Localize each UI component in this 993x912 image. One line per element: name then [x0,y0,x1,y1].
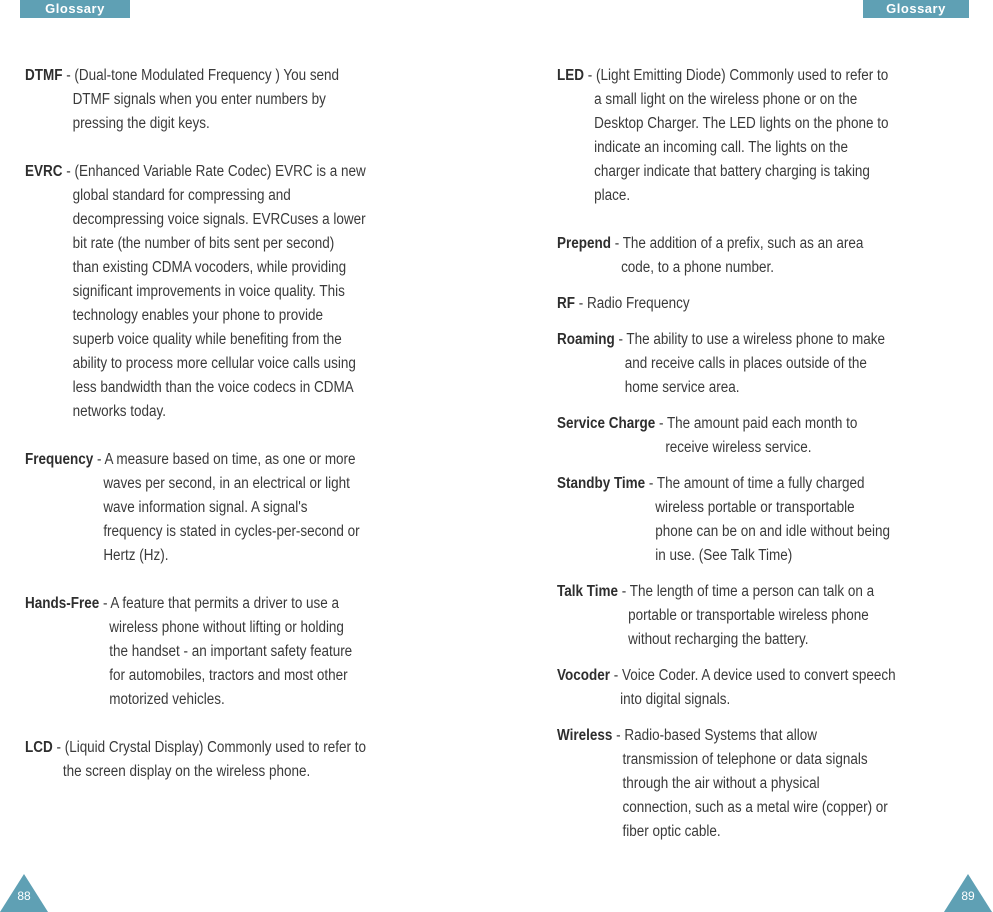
glossary-term: Prepend [557,235,611,252]
glossary-term: Frequency [25,451,94,468]
definition-line: through the air without a physical [622,775,820,792]
left-page-glossary [25,64,445,784]
definition-line: - Radio Frequency [574,295,690,312]
definition-line: transmission of telephone or data signals [622,751,868,768]
glossary-definition [93,448,359,568]
definition-line: a small light on the wireless phone or on the [594,91,858,108]
glossary-term: Talk Time [557,583,618,600]
glossary-definition [618,580,874,652]
glossary-definition [99,592,352,712]
glossary-term: Vocoder [557,667,610,684]
glossary-term: RF [557,295,575,312]
definition-line: DTMF signals when you enter numbers by [72,91,326,108]
definition-line: into digital signals. [620,691,731,708]
definition-line: bit rate (the number of bits sent per second) [72,235,335,252]
definition-line: code, to a phone number. [621,259,775,276]
definition-line: receive wireless service. [665,439,812,456]
definition-line: Desktop Charger. The LED lights on the phone to [594,115,889,132]
definition-line: - The addition of a prefix, such as an area [610,235,864,252]
definition-line: place. [594,187,631,204]
glossary-definition [610,664,896,712]
definition-line: - The amount of time a fully charged [645,475,865,492]
definition-line: superb voice quality while benefiting from the [72,331,342,348]
definition-line: decompressing voice signals. EVRCuses a lower [72,211,366,228]
glossary-entry [557,472,983,568]
glossary-term: DTMF [25,67,63,84]
glossary-term: LED [557,67,584,84]
definition-line: - (Enhanced Variable Rate Codec) EVRC is a new [62,163,366,180]
page-number-left: 88 [17,889,31,903]
definition-line: - (Liquid Crystal Display) Commonly used to refer to [52,739,366,756]
definition-line: - (Light Emitting Diode) Commonly used to refer to [583,67,889,84]
definition-line: frequency is stated in cycles-per-second or [103,523,360,540]
glossary-term: Roaming [557,331,615,348]
glossary-entry [557,292,983,316]
glossary-entry [557,724,983,844]
glossary-entry [25,592,451,712]
definition-line: and receive calls in places outside of the [624,355,867,372]
definition-line: portable or transportable wireless phone [628,607,869,624]
glossary-term: EVRC [25,163,63,180]
definition-line: wireless phone without lifting or holding [109,619,344,636]
page-number-right: 89 [961,889,975,903]
glossary-definition [645,472,890,568]
glossary-term: Hands-Free [25,595,100,612]
glossary-term: Service Charge [557,415,656,432]
glossary-entry [557,664,983,712]
definition-line: for automobiles, tractors and most other [109,667,348,684]
definition-line: - Voice Coder. A device used to convert speech [609,667,896,684]
definition-line: - The length of time a person can talk on a [617,583,875,600]
glossary-entry [557,328,983,400]
definition-line: motorized vehicles. [109,691,225,708]
definition-line: wave information signal. A signal's [103,499,308,516]
definition-line: connection, such as a metal wire (copper) or [622,799,888,816]
glossary-header-tab-left: Glossary [20,0,130,18]
glossary-entry [557,232,983,280]
definition-line: wireless portable or transportable [655,499,855,516]
definition-line: without recharging the battery. [628,631,809,648]
definition-line: in use. (See Talk Time) [655,547,793,564]
glossary-definition [53,736,366,784]
definition-line: - (Dual-tone Modulated Frequency ) You send [62,67,340,84]
glossary-header-tab-right: Glossary [863,0,969,18]
glossary-entry [557,412,983,460]
definition-line: - Radio-based Systems that allow [612,727,817,744]
definition-line: charger indicate that battery charging is taking [594,163,870,180]
glossary-entry [25,736,451,784]
definition-line: pressing the digit keys. [72,115,210,132]
definition-line: - A feature that permits a driver to use a [99,595,340,612]
glossary-entry [25,64,451,136]
definition-line: less bandwidth than the voice codecs in CDMA [72,379,354,396]
definition-line: ability to process more cellular voice calls using [72,355,356,372]
definition-line: the handset - an important safety feature [109,643,353,660]
definition-line: than existing CDMA vocoders, while providing [72,259,347,276]
definition-line: phone can be on and idle without being [655,523,890,540]
glossary-definition [62,64,339,136]
glossary-term: Standby Time [557,475,646,492]
definition-line: - The amount paid each month to [655,415,858,432]
glossary-term: LCD [25,739,53,756]
glossary-definition [62,160,365,424]
definition-line: technology enables your phone to provide [72,307,324,324]
glossary-entry [557,580,983,652]
definition-line: - The ability to use a wireless phone to make [614,331,886,348]
definition-line: the screen display on the wireless phone. [62,763,311,780]
glossary-entry [25,448,451,568]
glossary-entry [25,160,451,424]
glossary-definition [575,292,690,316]
glossary-entry [557,64,983,208]
definition-line: fiber optic cable. [622,823,721,840]
definition-line: global standard for compressing and [72,187,291,204]
definition-line: waves per second, in an electrical or light [103,475,350,492]
glossary-definition [584,64,888,208]
definition-line: indicate an incoming call. The lights on the [594,139,848,156]
glossary-term: Wireless [557,727,613,744]
glossary-definition [611,232,863,280]
glossary-definition [615,328,885,400]
definition-line: significant improvements in voice quality. This [72,283,345,300]
glossary-definition [655,412,857,460]
definition-line: home service area. [624,379,740,396]
right-page-glossary [557,64,977,844]
definition-line: Hertz (Hz). [103,547,169,564]
glossary-definition [612,724,887,844]
definition-line: - A measure based on time, as one or more [93,451,356,468]
definition-line: networks today. [72,403,167,420]
